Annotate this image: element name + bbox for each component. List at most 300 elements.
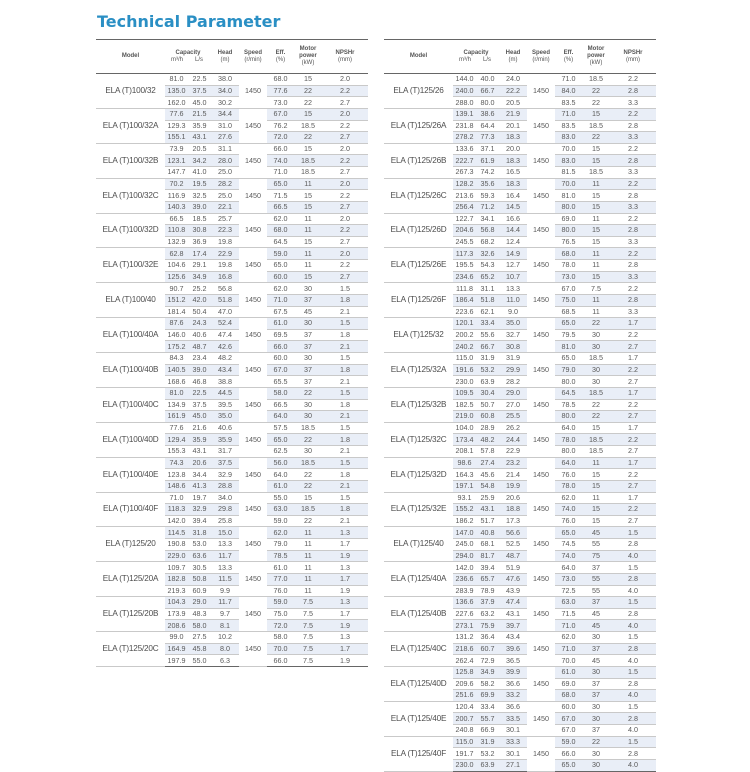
head-cell: 18.3 [499, 132, 527, 144]
motor-power-cell: 18.5 [582, 434, 610, 446]
capacity-m3h-cell: 116.9 [165, 190, 188, 202]
capacity-ls-cell: 45.8 [188, 643, 211, 655]
eff-cell: 67.0 [555, 713, 582, 725]
npshr-label: NPSHr [335, 49, 355, 56]
capacity-m3h-cell: 139.1 [453, 108, 476, 120]
capacity-ls-cell: 31.9 [476, 736, 499, 748]
head-cell: 32.9 [211, 469, 239, 481]
motor-power-cell: 22 [294, 515, 322, 527]
model-cell: ELA (T)100/40D [96, 422, 165, 457]
capacity-ls-cell: 41.3 [188, 480, 211, 492]
table-row [96, 387, 368, 399]
eff-cell: 59.0 [267, 248, 294, 260]
motor-power-cell: 15 [294, 143, 322, 155]
speed-cell: 1450 [527, 457, 555, 492]
capacity-m3h-cell: 142.0 [453, 562, 476, 574]
capacity-ls-cell: 31.1 [476, 283, 499, 295]
head-cell: 18.8 [499, 504, 527, 516]
npshr-cell: 2.7 [610, 480, 656, 492]
speed-cell: 1450 [527, 143, 555, 178]
table-row [96, 213, 368, 225]
motor-power-cell: 22 [294, 434, 322, 446]
npshr-cell: 2.1 [322, 341, 368, 353]
model-cell: ELA (T)100/40 [96, 283, 165, 318]
motor-power-cell: 15 [294, 492, 322, 504]
capacity-ls-cell: 80.0 [476, 97, 499, 109]
head-cell: 56.6 [499, 527, 527, 539]
head-cell: 15.0 [211, 527, 239, 539]
eff-cell: 75.0 [555, 294, 582, 306]
table-row [384, 632, 656, 644]
motor-power-cell: 15 [294, 108, 322, 120]
table-row [96, 457, 368, 469]
speed-cell: 1450 [527, 736, 555, 771]
speed-cell: 1450 [239, 283, 267, 318]
capacity-ls-cell: 51.7 [476, 515, 499, 527]
motor-power-cell: 37 [582, 725, 610, 737]
motor-power-cell: 30 [582, 666, 610, 678]
eff-cell: 65.0 [555, 527, 582, 539]
motor-power-cell: 11 [582, 213, 610, 225]
head-cell: 31.9 [499, 353, 527, 365]
capacity-ls-cell: 66.7 [476, 85, 499, 97]
eff-cell: 78.0 [555, 434, 582, 446]
head-cell: 39.7 [499, 620, 527, 632]
eff-cell: 71.0 [555, 108, 582, 120]
table-row [384, 318, 656, 330]
npshr-cell: 3.3 [610, 306, 656, 318]
capacity-m3h-cell: 175.2 [165, 341, 188, 353]
npshr-cell: 1.7 [322, 539, 368, 551]
speed-cell: 1450 [239, 457, 267, 492]
capacity-m3h-cell: 209.6 [453, 678, 476, 690]
capacity-m3h-cell: 273.1 [453, 620, 476, 632]
npshr-cell: 2.8 [610, 260, 656, 272]
model-cell: ELA (T)100/32B [96, 143, 165, 178]
head-cell: 21.9 [499, 108, 527, 120]
capacity-ls-cell: 45.0 [188, 411, 211, 423]
capacity-ls-cell: 23.4 [188, 353, 211, 365]
speed-cell: 1450 [239, 178, 267, 213]
eff-cell: 64.0 [267, 469, 294, 481]
motor-power-cell: 11 [294, 573, 322, 585]
motor-power-cell: 22 [582, 411, 610, 423]
eff-cell: 80.0 [555, 201, 582, 213]
motor-power-cell: 11 [294, 539, 322, 551]
head-cell: 13.3 [211, 562, 239, 574]
capacity-ls-cell: 45.6 [476, 469, 499, 481]
head-cell: 38.8 [211, 376, 239, 388]
npshr-cell: 1.7 [610, 457, 656, 469]
capacity-ls-cell: 55.7 [476, 713, 499, 725]
npshr-cell: 4.0 [610, 655, 656, 667]
capacity-ls-cell: 19.5 [188, 178, 211, 190]
motor-power-cell: 15 [582, 201, 610, 213]
capacity-m3h-cell: 136.6 [453, 597, 476, 609]
head-cell: 28.0 [211, 155, 239, 167]
capacity-ls-cell: 50.8 [188, 573, 211, 585]
eff-cell: 56.0 [267, 457, 294, 469]
eff-cell: 65.0 [555, 353, 582, 365]
npshr-cell: 1.7 [610, 422, 656, 434]
motor-power-cell: 11 [582, 178, 610, 190]
capacity-m3h-cell: 200.2 [453, 329, 476, 341]
motor-power-cell: 37 [294, 364, 322, 376]
motor-power-cell: 37 [294, 376, 322, 388]
head-cell: 11.0 [499, 294, 527, 306]
capacity-ls-cell: 59.3 [476, 190, 499, 202]
motor-power-cell: 30 [294, 318, 322, 330]
motor-power-cell: 30 [582, 376, 610, 388]
npshr-cell: 3.3 [610, 236, 656, 248]
eff-cell: 80.0 [555, 225, 582, 237]
eff-cell: 81.0 [555, 190, 582, 202]
eff-cell: 65.5 [267, 376, 294, 388]
capacity-m3h-cell: 114.5 [165, 527, 188, 539]
motor-power-cell: 37 [582, 562, 610, 574]
speed-cell: 1450 [239, 318, 267, 353]
motor-power-cell: 18.5 [294, 422, 322, 434]
model-cell: ELA (T)125/26C [384, 178, 453, 213]
eff-cell: 64.0 [267, 411, 294, 423]
head-cell: 48.7 [499, 550, 527, 562]
head-cell: 10.2 [211, 632, 239, 644]
npshr-cell: 4.0 [610, 725, 656, 737]
eff-cell: 71.0 [267, 294, 294, 306]
head-cell: 27.0 [499, 399, 527, 411]
table-row [384, 597, 656, 609]
npshr-cell: 2.7 [322, 167, 368, 179]
capacity-ls-cell: 51.8 [476, 294, 499, 306]
eff-cell: 63.0 [555, 597, 582, 609]
motor-power-cell: 30 [582, 329, 610, 341]
eff-cell: 83.5 [555, 97, 582, 109]
eff-cell: 65.0 [267, 260, 294, 272]
head-cell: 13.3 [211, 539, 239, 551]
capacity-m3h-cell: 90.7 [165, 283, 188, 295]
motor-power-cell: 30 [294, 353, 322, 365]
speed-cell: 1450 [239, 527, 267, 562]
capacity-m3h-cell: 115.0 [453, 736, 476, 748]
eff-cell: 71.0 [555, 643, 582, 655]
speed-cell: 1450 [527, 74, 555, 109]
motor-power-cell: 18.5 [582, 120, 610, 132]
eff-cell: 61.0 [267, 480, 294, 492]
head-cell: 16.6 [499, 213, 527, 225]
capacity-m3h-cell: 219.0 [453, 411, 476, 423]
npshr-cell: 2.7 [610, 341, 656, 353]
capacity-ls-cell: 37.9 [476, 597, 499, 609]
eff-cell: 64.5 [555, 387, 582, 399]
capacity-ls-cell: 45.0 [188, 97, 211, 109]
motor-power-cell: 37 [582, 643, 610, 655]
model-cell: ELA (T)125/26F [384, 283, 453, 318]
speed-cell: 1450 [239, 422, 267, 457]
npshr-cell: 2.1 [322, 306, 368, 318]
capacity-m3h-cell: 195.5 [453, 260, 476, 272]
model-cell: ELA (T)125/26A [384, 108, 453, 143]
capacity-ls-cell: 48.7 [188, 341, 211, 353]
eff-cell: 81.5 [555, 167, 582, 179]
eff-cell: 79.0 [555, 364, 582, 376]
capacity-m3h-cell: 219.3 [165, 585, 188, 597]
capacity-m3h-cell: 278.2 [453, 132, 476, 144]
head-cell: 27.6 [211, 132, 239, 144]
eff-cell: 68.0 [555, 248, 582, 260]
table-row [384, 74, 656, 86]
motor-power-cell: 7.5 [294, 643, 322, 655]
eff-cell: 66.5 [267, 201, 294, 213]
npshr-cell: 1.3 [322, 562, 368, 574]
eff-cell: 66.0 [267, 655, 294, 667]
eff-cell: 60.0 [267, 353, 294, 365]
capacity-ls-label: L/s [483, 56, 492, 63]
capacity-m3h-cell: 142.0 [165, 515, 188, 527]
capacity-ls-cell: 54.8 [476, 480, 499, 492]
capacity-m3h-cell: 140.3 [165, 201, 188, 213]
motor-power-cell: 30 [294, 399, 322, 411]
eff-cell: 69.0 [555, 678, 582, 690]
eff-cell: 64.5 [267, 236, 294, 248]
eff-cell: 65.0 [267, 434, 294, 446]
npshr-cell: 2.2 [610, 434, 656, 446]
capacity-ls-cell: 25.2 [188, 283, 211, 295]
capacity-ls-cell: 32.9 [188, 504, 211, 516]
head-cell: 14.9 [499, 248, 527, 260]
capacity-m3h-cell: 147.7 [165, 167, 188, 179]
capacity-m3h-cell: 133.6 [453, 143, 476, 155]
npshr-cell: 3.3 [610, 132, 656, 144]
capacity-header [453, 40, 499, 74]
npshr-cell: 2.2 [322, 260, 368, 272]
npshr-cell: 1.5 [322, 457, 368, 469]
table-row [384, 178, 656, 190]
head-cell: 12.4 [499, 236, 527, 248]
model-cell: ELA (T)125/40B [384, 597, 453, 632]
head-cell: 12.7 [499, 260, 527, 272]
capacity-m3h-cell: 168.6 [165, 376, 188, 388]
table-row [384, 248, 656, 260]
capacity-ls-cell: 28.9 [476, 422, 499, 434]
model-cell: ELA (T)100/32A [96, 108, 165, 143]
capacity-m3h-cell: 283.9 [453, 585, 476, 597]
capacity-m3h-cell: 245.0 [453, 539, 476, 551]
capacity-m3h-cell: 104.0 [453, 422, 476, 434]
capacity-ls-cell: 22.5 [188, 74, 211, 86]
motor-power-cell: 18.5 [582, 446, 610, 458]
npshr-cell: 2.7 [322, 97, 368, 109]
eff-cell: 83.0 [555, 132, 582, 144]
table-row [96, 178, 368, 190]
capacity-ls-cell: 34.1 [476, 213, 499, 225]
eff-cell: 76.5 [555, 236, 582, 248]
capacity-m3h-cell: 245.5 [453, 236, 476, 248]
eff-cell: 61.0 [267, 318, 294, 330]
head-cell: 47.4 [211, 329, 239, 341]
capacity-ls-cell: 40.6 [188, 329, 211, 341]
capacity-ls-cell: 75.9 [476, 620, 499, 632]
table-row [96, 492, 368, 504]
capacity-m3h-cell: 190.8 [165, 539, 188, 551]
npshr-cell: 1.8 [322, 364, 368, 376]
model-cell: ELA (T)125/32C [384, 422, 453, 457]
capacity-m3h-cell: 120.4 [453, 701, 476, 713]
motor-power-cell: 37 [294, 294, 322, 306]
capacity-ls-cell: 33.4 [476, 318, 499, 330]
capacity-ls-cell: 46.8 [188, 376, 211, 388]
npshr-cell: 2.7 [610, 515, 656, 527]
npshr-label: NPSHr [623, 49, 643, 56]
motor-power-cell: 75 [582, 550, 610, 562]
head-cell: 16.4 [499, 190, 527, 202]
npshr-cell: 4.0 [610, 550, 656, 562]
parameter-table-right [384, 39, 656, 772]
model-cell: ELA (T)125/26B [384, 143, 453, 178]
motor-power-cell: 30 [294, 411, 322, 423]
motor-power-cell: 37 [582, 678, 610, 690]
model-cell: ELA (T)125/20A [96, 562, 165, 597]
motor-power-cell: 15 [582, 143, 610, 155]
eff-cell: 76.0 [555, 515, 582, 527]
capacity-m3h-cell: 71.0 [165, 492, 188, 504]
motor-power-cell: 30 [294, 283, 322, 295]
capacity-m3h-cell: 74.3 [165, 457, 188, 469]
table-row [96, 248, 368, 260]
speed-label: Speed [244, 49, 263, 56]
table-body-left [96, 74, 368, 667]
capacity-ls-cell: 35.9 [188, 120, 211, 132]
head-cell: 20.0 [499, 143, 527, 155]
capacity-ls-cell: 68.2 [476, 236, 499, 248]
table-row [96, 597, 368, 609]
head-header [499, 40, 527, 74]
capacity-ls-cell: 35.9 [188, 434, 211, 446]
npshr-cell: 4.0 [610, 585, 656, 597]
capacity-ls-cell: 38.6 [476, 108, 499, 120]
head-cell: 28.8 [211, 480, 239, 492]
capacity-ls-cell: 69.9 [476, 690, 499, 702]
motor-power-cell: 11 [294, 260, 322, 272]
motor-power-cell: 15 [294, 190, 322, 202]
capacity-m3h-cell: 204.6 [453, 225, 476, 237]
capacity-ls-cell: 40.0 [476, 74, 499, 86]
model-cell: ELA (T)100/32C [96, 178, 165, 213]
npshr-cell: 2.8 [610, 190, 656, 202]
capacity-ls-cell: 21.5 [188, 108, 211, 120]
speed-cell: 1450 [527, 387, 555, 422]
capacity-m3h-cell: 240.2 [453, 341, 476, 353]
speed-cell: 1450 [239, 353, 267, 388]
head-cell: 29.8 [211, 504, 239, 516]
capacity-label: Capacity [175, 49, 201, 56]
capacity-ls-cell: 64.4 [476, 120, 499, 132]
motor-power-cell: 45 [582, 620, 610, 632]
capacity-m3h-cell: 223.6 [453, 306, 476, 318]
eff-cell: 61.0 [555, 666, 582, 678]
npshr-cell: 3.3 [610, 271, 656, 283]
npshr-cell: 1.9 [322, 655, 368, 667]
npshr-cell: 2.7 [322, 132, 368, 144]
capacity-ls-cell: 68.1 [476, 539, 499, 551]
motor-power-cell: 30 [582, 341, 610, 353]
head-cell: 34.0 [211, 492, 239, 504]
head-cell: 20.1 [499, 120, 527, 132]
eff-cell: 64.0 [555, 457, 582, 469]
eff-cell: 80.0 [555, 446, 582, 458]
npshr-cell: 1.5 [610, 736, 656, 748]
eff-cell: 73.0 [267, 97, 294, 109]
capacity-m3h-label: m³/h [458, 56, 471, 63]
capacity-m3h-cell: 262.4 [453, 655, 476, 667]
motor-power-cell: 22 [294, 97, 322, 109]
npshr-cell: 2.2 [610, 108, 656, 120]
npshr-cell: 2.0 [322, 178, 368, 190]
eff-cell: 79.5 [555, 329, 582, 341]
model-cell: ELA (T)125/40A [384, 562, 453, 597]
head-cell: 16.8 [211, 271, 239, 283]
speed-cell: 1450 [527, 597, 555, 632]
capacity-m3h-cell: 129.3 [165, 120, 188, 132]
npshr-cell: 1.9 [322, 550, 368, 562]
capacity-ls-cell: 63.9 [476, 376, 499, 388]
head-cell: 39.5 [211, 399, 239, 411]
speed-cell: 1450 [527, 353, 555, 388]
npshr-cell: 2.8 [610, 608, 656, 620]
motor-power-cell: 18.5 [582, 74, 610, 86]
capacity-m3h-cell: 288.0 [453, 97, 476, 109]
motor-power-cell: 11 [294, 585, 322, 597]
table-row [384, 457, 656, 469]
motor-power-cell: 11 [294, 248, 322, 260]
npshr-cell: 2.0 [322, 143, 368, 155]
eff-cell: 64.0 [555, 422, 582, 434]
capacity-ls-cell: 65.7 [476, 573, 499, 585]
eff-cell: 66.0 [267, 341, 294, 353]
parameter-table-left [96, 39, 368, 667]
capacity-m3h-cell: 123.1 [165, 155, 188, 167]
capacity-m3h-cell: 109.5 [453, 387, 476, 399]
eff-cell: 77.0 [267, 573, 294, 585]
eff-cell: 59.0 [267, 597, 294, 609]
eff-cell: 74.0 [555, 550, 582, 562]
head-cell: 13.3 [499, 283, 527, 295]
capacity-ls-cell: 31.8 [188, 527, 211, 539]
eff-cell: 61.0 [267, 562, 294, 574]
capacity-ls-cell: 66.7 [476, 341, 499, 353]
speed-unit: (r/min) [244, 56, 262, 63]
model-cell: ELA (T)125/32E [384, 492, 453, 527]
head-cell: 19.8 [211, 236, 239, 248]
npshr-cell: 2.2 [610, 329, 656, 341]
speed-cell: 1450 [239, 597, 267, 632]
table-row [384, 353, 656, 365]
head-cell: 26.2 [499, 422, 527, 434]
speed-cell: 1450 [527, 178, 555, 213]
npshr-cell: 2.8 [610, 120, 656, 132]
head-cell: 39.9 [499, 666, 527, 678]
capacity-m3h-cell: 140.5 [165, 364, 188, 376]
table-row [384, 108, 656, 120]
head-cell: 40.6 [211, 422, 239, 434]
capacity-m3h-cell: 218.6 [453, 643, 476, 655]
motor-power-cell: 18.5 [294, 457, 322, 469]
capacity-ls-cell: 63.6 [188, 550, 211, 562]
eff-cell: 74.0 [267, 155, 294, 167]
npshr-header [610, 40, 656, 74]
eff-cell: 59.0 [555, 736, 582, 748]
motor-label: Motor power [299, 46, 317, 59]
npshr-cell: 1.7 [322, 643, 368, 655]
